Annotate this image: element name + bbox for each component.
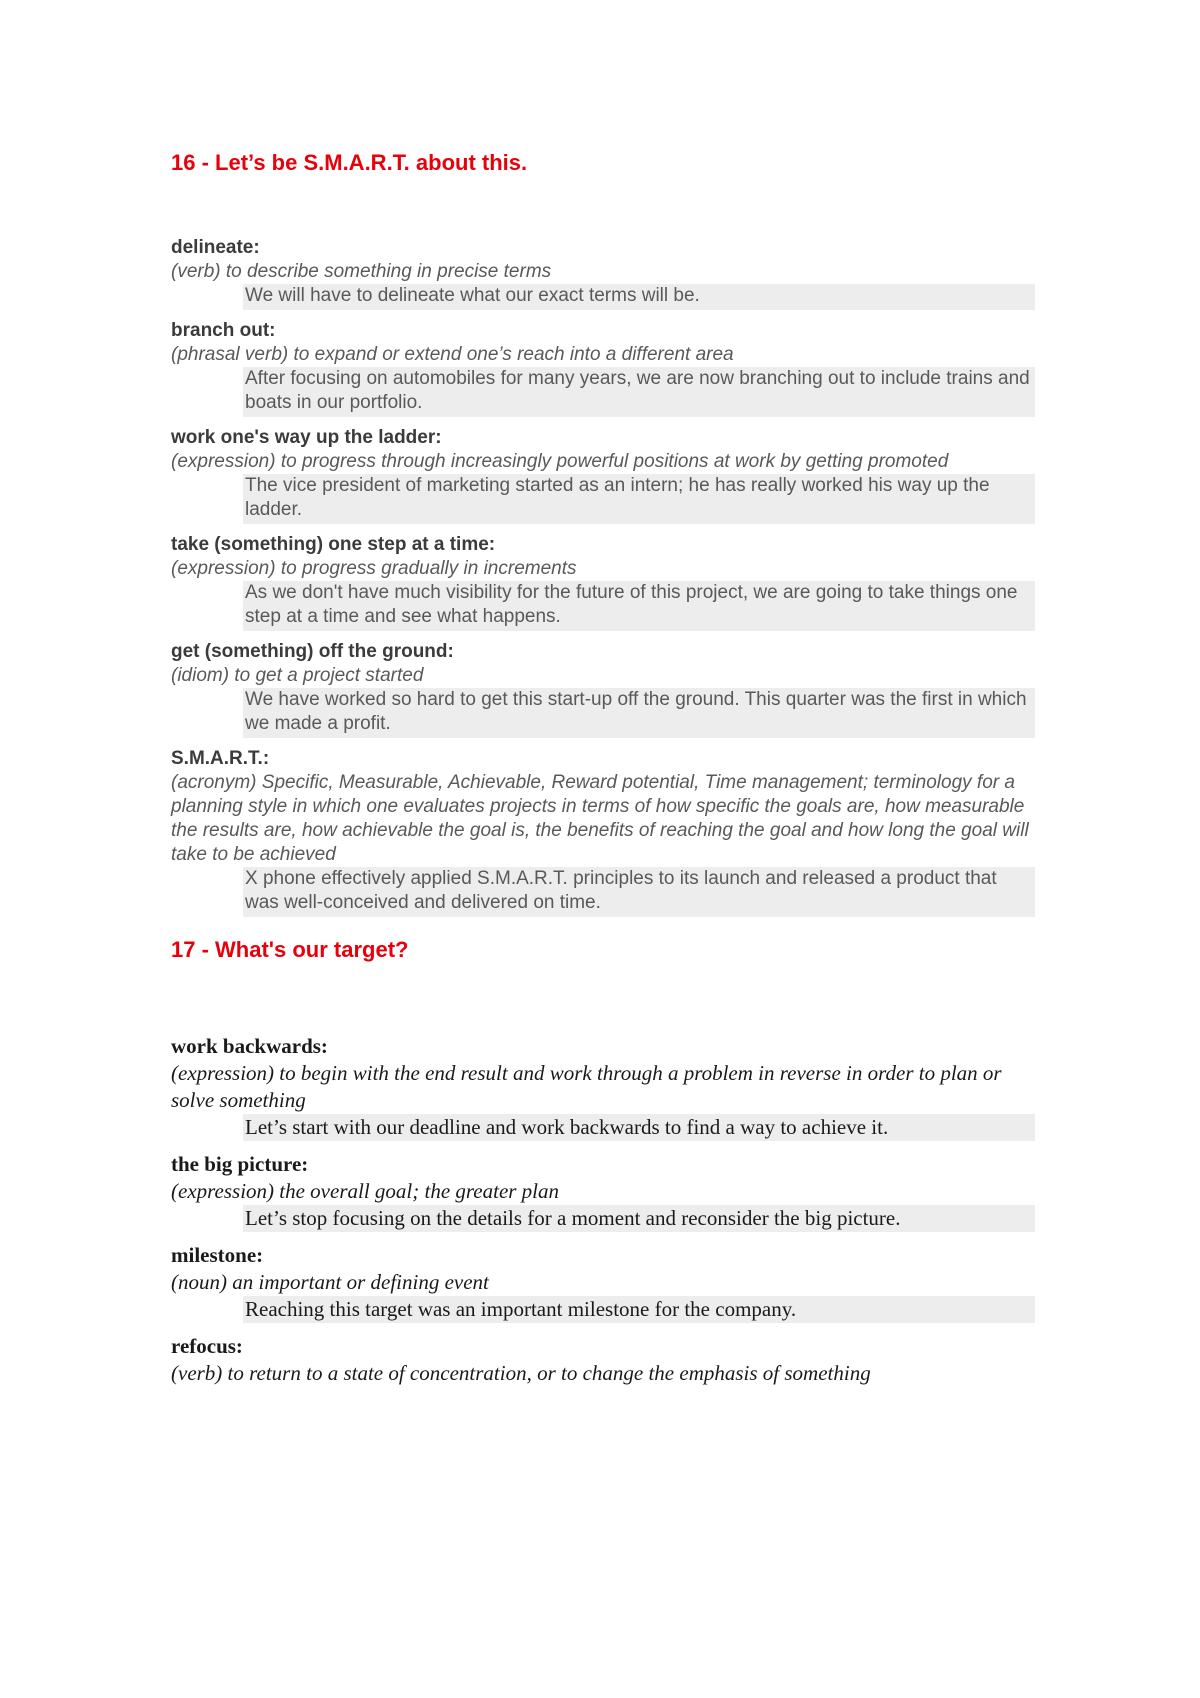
- example-sentence: Let’s stop focusing on the details for a moment and reconsider the big picture.: [243, 1205, 1035, 1232]
- term: get (something) off the ground:: [171, 641, 454, 662]
- definition: (phrasal verb) to expand or extend one’s reach into a different area: [171, 344, 734, 365]
- section-title: 16 - Let’s be S.M.A.R.T. about this.: [171, 150, 528, 175]
- example-sentence: We have worked so hard to get this start-up off the ground. This quarter was the first in which we made a profit.: [243, 688, 1035, 738]
- example-sentence: Let’s start with our deadline and work backwards to find a way to achieve it.: [243, 1114, 1035, 1141]
- definition: (verb) to return to a state of concentration, or to change the emphasis of something: [171, 1361, 871, 1385]
- term: the big picture:: [171, 1152, 309, 1176]
- section-16: [171, 150, 1035, 917]
- document-page: [171, 150, 1035, 1387]
- term: take (something) one step at a time:: [171, 534, 496, 555]
- vocab-entry-branch-out: [171, 319, 1035, 417]
- vocab-entry-off-the-ground: [171, 640, 1035, 738]
- vocab-entry-work-backwards: [171, 1033, 1035, 1141]
- section-17: [171, 1033, 1035, 1387]
- definition: (idiom) to get a project started: [171, 665, 424, 686]
- term: work one's way up the ladder:: [171, 427, 442, 448]
- term: refocus:: [171, 1334, 243, 1358]
- vocab-entry-big-picture: [171, 1151, 1035, 1232]
- definition: (verb) to describe something in precise terms: [171, 261, 552, 282]
- example-sentence: As we don't have much visibility for the future of this project, we are going to take things one step at a time and see what happens.: [243, 581, 1035, 631]
- term: work backwards:: [171, 1034, 328, 1058]
- example-sentence: X phone effectively applied S.M.A.R.T. principles to its launch and released a product that was well-conceived and delivered on time.: [243, 867, 1035, 917]
- definition: (expression) to progress gradually in increments: [171, 558, 577, 579]
- vocab-entry-smart: [171, 747, 1035, 917]
- term: S.M.A.R.T.:: [171, 748, 270, 769]
- definition: (noun) an important or defining event: [171, 1270, 489, 1294]
- example-sentence: Reaching this target was an important milestone for the company.: [243, 1296, 1035, 1323]
- vocab-entry-one-step: [171, 533, 1035, 631]
- vocab-entry-refocus: [171, 1333, 1035, 1387]
- definition: (expression) to begin with the end result and work through a problem in reverse in order to plan or solve something: [171, 1061, 1002, 1112]
- vocab-entry-milestone: [171, 1242, 1035, 1323]
- vocab-entry-work-up-ladder: [171, 426, 1035, 524]
- example-sentence: The vice president of marketing started as an intern; he has really worked his way up the ladder.: [243, 474, 1035, 524]
- example-sentence: We will have to delineate what our exact terms will be.: [243, 284, 1035, 310]
- term: delineate:: [171, 237, 260, 258]
- example-sentence: After focusing on automobiles for many years, we are now branching out to include trains and boats in our portfolio.: [243, 367, 1035, 417]
- term: branch out:: [171, 320, 276, 341]
- vocab-entry-delineate: [171, 236, 1035, 310]
- term: milestone:: [171, 1243, 264, 1267]
- definition: (expression) to progress through increasingly powerful positions at work by getting promoted: [171, 451, 949, 472]
- definition: (acronym) Specific, Measurable, Achievable, Reward potential, Time management; terminology for a planning style in which one evaluates projects in terms of how specific the goals are, how measurable the results are, how achievable the goal is, the benefits of reaching the goal and how long the goal will take to be achieved: [171, 772, 1029, 865]
- section-title: 17 - What's our target?: [171, 937, 409, 962]
- definition: (expression) the overall goal; the greater plan: [171, 1179, 560, 1203]
